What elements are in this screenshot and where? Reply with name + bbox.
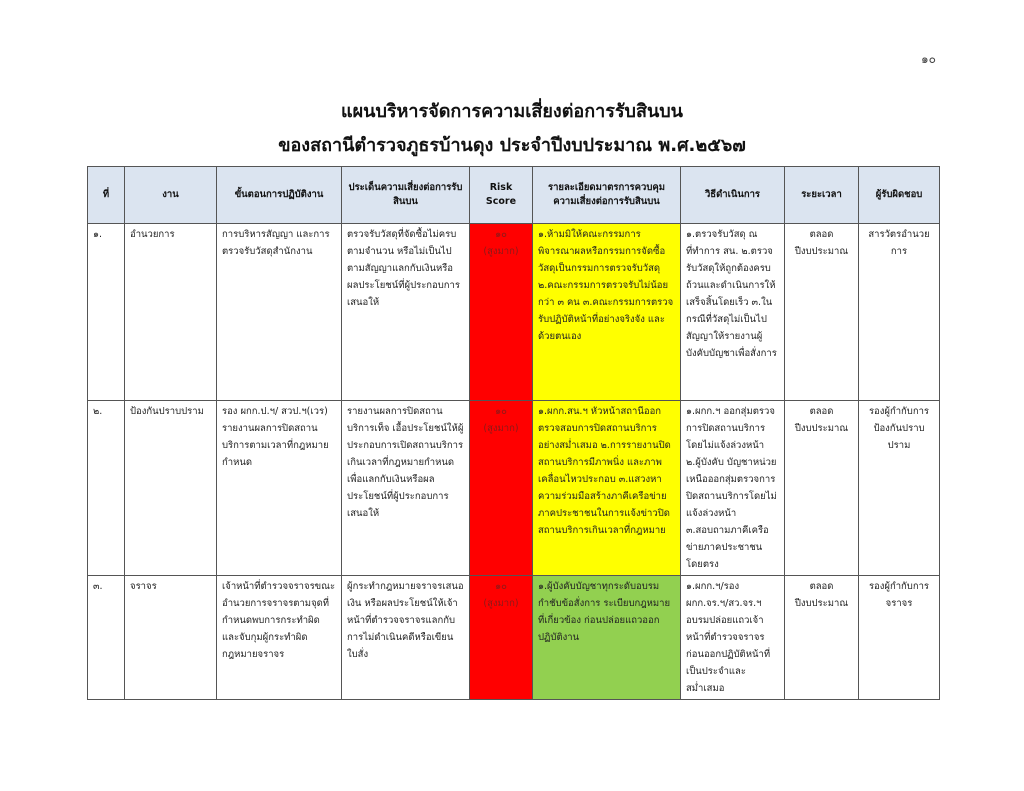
work-cell: จราจร [125,576,217,700]
period-cell: ตลอดปีงบประมาณ [785,224,859,401]
risk-level-label: (สูงมาก) [483,598,519,609]
row-number: ๒. [88,401,125,576]
page-number: ๑๐ [921,52,936,66]
risk-level-label: (สูงมาก) [483,246,519,257]
responsible-cell: รองผู้กำกับการป้องกันปราบปราม [859,401,940,576]
table-row [88,576,940,700]
header-risk-score: Risk Score [470,167,533,224]
risk-score-value: ๑๐ [495,229,507,240]
risk-score-cell [470,576,533,700]
period-cell: ตลอดปีงบประมาณ [785,576,859,700]
risk-level-label: (สูงมาก) [483,423,519,434]
header-risk-issue: ประเด็นความเสี่ยงต่อการรับสินบน [342,167,470,224]
risk-score-cell [470,401,533,576]
table-header-row [88,167,940,224]
header-period: ระยะเวลา [785,167,859,224]
procedure-cell: เจ้าหน้าที่ตำรวจจราจรขณะอำนวยการจราจรตามจุดที่กำหนดพบการกระทำผิดและจับกุมผู้กระทำผิดกฎหมายจราจร [217,576,342,700]
risk-management-table [87,166,940,700]
risk-score-value: ๑๐ [495,406,507,417]
procedure-cell: การบริหารสัญญา และการตรวจรับวัสดุสำนักงาน [217,224,342,401]
document-title: แผนบริหารจัดการความเสี่ยงต่อการรับสินบน [341,101,683,122]
method-cell: ๑.ผกก.ฯ/รอง ผกก.จร.ฯ/สว.จร.ฯ อบรมปล่อยแถวเจ้าหน้าที่ตำรวจจราจรก่อนออกปฏิบัติหน้าที่เป็นประจำและสม่ำเสมอ [681,576,785,700]
period-cell: ตลอดปีงบประมาณ [785,401,859,576]
risk-issue-cell: ผู้กระทำกฎหมายจราจรเสนอเงิน หรือผลประโยชน์ให้เจ้าหน้าที่ตำรวจจราจรแลกกับการไม่ดำเนินคดีหรือเขียนใบสั่ง [342,576,470,700]
header-control: รายละเอียดมาตรการควบคุมความเสี่ยงต่อการรับสินบน [533,167,681,224]
risk-issue-cell: รายงานผลการปิดสถานบริการเท็จ เอื้อประโยชน์ให้ผู้ประกอบการเปิดสถานบริการเกินเวลาที่กฎหมายกำหนดเพื่อแลกกับเงินหรือผลประโยชน์ที่ผู้ประกอบการเสนอให้ [342,401,470,576]
risk-score-cell [470,224,533,401]
header-procedure: ขั้นตอนการปฏิบัติงาน [217,167,342,224]
responsible-cell: รองผู้กำกับการจราจร [859,576,940,700]
procedure-cell: รอง ผกก.ป.ฯ/ สวป.ฯ(เวร) รายงานผลการปิดสถานบริการตามเวลาที่กฎหมายกำหนด [217,401,342,576]
header-responsible: ผู้รับผิดชอบ [859,167,940,224]
header-no: ที่ [88,167,125,224]
control-cell: ๑.ผกก.สน.ฯ หัวหน้าสถานีออกตรวจสอบการปิดสถานบริการอย่างสม่ำเสมอ ๒.การรายงานปิดสถานบริการมีภาพนิ่ง และภาพเคลื่อนไหวประกอบ ๓.แสวงหาความร่วมมือสร้างภาคีเครือข่ายภาคประชาชนในการแจ้งข่าวปิดสถานบริการเกินเวลาที่กฎหมาย [533,401,681,576]
risk-score-value: ๑๐ [495,581,507,592]
control-cell: ๑.ห้ามมิให้คณะกรรมการพิจารณาผลหรือกรรมการจัดซื้อวัสดุเป็นกรรมการตรวจรับวัสดุ ๒.คณะกรรมการตรวจรับไม่น้อยกว่า ๓ คน ๓.คณะกรรมการตรวจรับปฏิบัติหน้าที่อย่างจริงจัง และด้วยตนเอง [533,224,681,401]
header-method: วิธีดำเนินการ [681,167,785,224]
header-work: งาน [125,167,217,224]
document-subtitle: ของสถานีตำรวจภูธรบ้านดุง ประจำปีงบประมาณ พ.ศ.๒๕๖๗ [278,135,746,156]
work-cell: ป้องกันปราบปราม [125,401,217,576]
work-cell: อำนวยการ [125,224,217,401]
row-number: ๓. [88,576,125,700]
table-row [88,224,940,401]
row-number: ๑. [88,224,125,401]
responsible-cell: สารวัตรอำนวยการ [859,224,940,401]
method-cell: ๑.ผกก.ฯ ออกสุ่มตรวจการปิดสถานบริการโดยไม่แจ้งล่วงหน้า ๒.ผู้บังคับ บัญชาหน่วยเหนือออกสุ่มตรวจการปิดสถานบริการโดยไม่แจ้งล่วงหน้า ๓.สอบถามภาคีเครือข่ายภาคประชาชนโดยตรง [681,401,785,576]
method-cell: ๑.ตรวจรับวัสดุ ณ ที่ทำการ สน. ๒.ตรวจรับวัสดุให้ถูกต้องครบถ้วนและดำเนินการให้เสร็จสิ้นโดยเร็ว ๓.ในกรณีที่วัสดุไม่เป็นไปสัญญาให้รายงานผู้บังคับบัญชาเพื่อสั่งการ [681,224,785,401]
risk-issue-cell: ตรวจรับวัสดุที่จัดซื้อไม่ครบตามจำนวน หรือไม่เป็นไปตามสัญญาแลกกับเงินหรือผลประโยชน์ที่ผู้ประกอบการเสนอให้ [342,224,470,401]
table-row [88,401,940,576]
control-cell: ๑.ผู้บังคับบัญชาทุกระดับอบรมกำชับข้อสั่งการ ระเบียบกฎหมายที่เกี่ยวข้อง ก่อนปล่อยแถวออกปฏิบัติงาน [533,576,681,700]
